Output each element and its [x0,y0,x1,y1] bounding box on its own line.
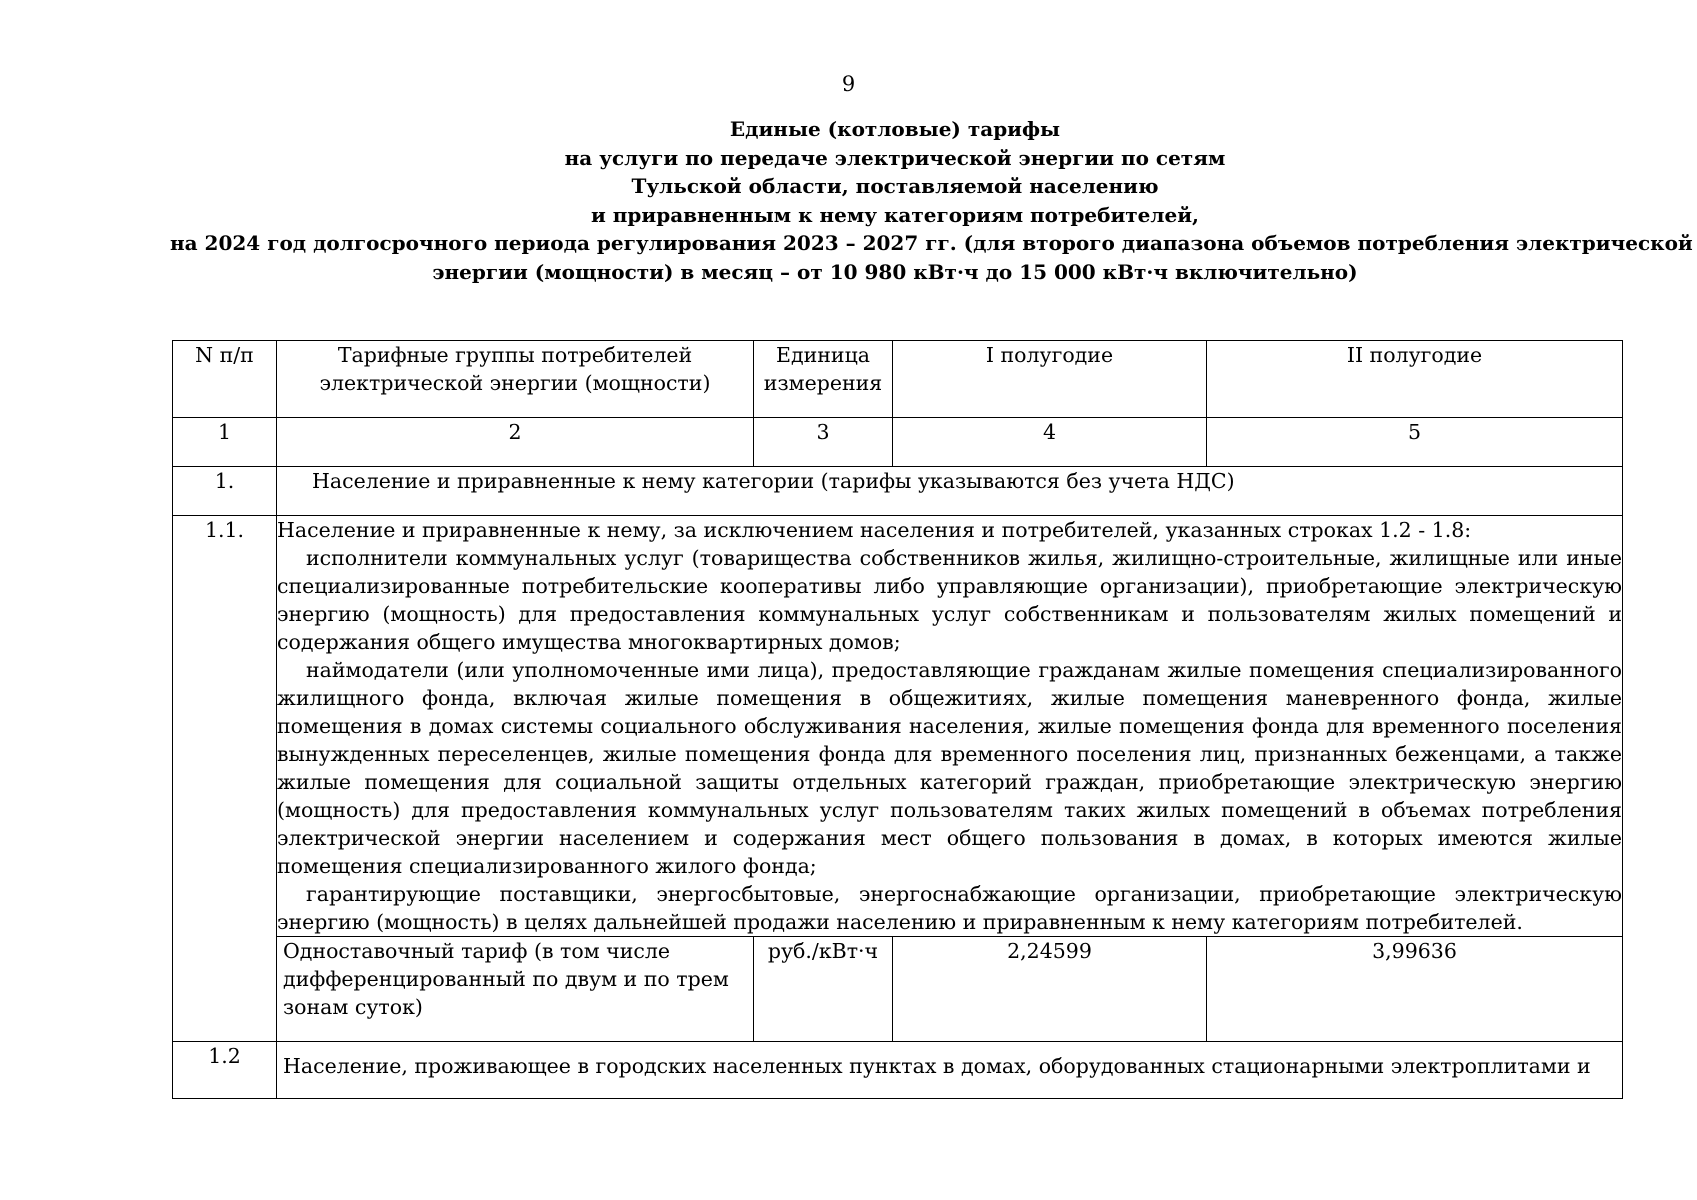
document-title [170,115,1693,286]
table-header-row [173,341,1623,418]
header-consumer-groups: Тарифные группы потребителей электрической энергии (мощности) [277,341,754,418]
description-paragraph: наймодатели (или уполномоченные ими лица), предоставляющие гражданам жилые помещения специализированного жилищного фонда, включая жилые помещения в общежитиях, жилые помещения маневренного фонда, жилые помещения в домах системы социального обслуживания населения, жилые помещения фонда для временного поселения вынужденных переселенцев, жилые помещения фонда для временного поселения лиц, признанных беженцами, а также жилые помещения для социальной защиты отдельных категорий граждан, приобретающие электрическую энергию (мощность) для предоставления коммунальных услуг пользователям таких жилых помещений в объемах потребления электрической энергии населением и содержания мест общего пользования в домах, в которых имеются жилые помещения специализированного жилого фонда; [277,658,1622,878]
title-line: энергии (мощности) в месяц – от 10 980 кВт·ч до 15 000 кВт·ч включительно) [432,259,1358,284]
table-row-1-1-rate [173,937,1623,1042]
tariff-table [172,340,1623,1099]
title-line: Единые (котловые) тарифы [729,117,1061,141]
title-line: на 2024 год долгосрочного периода регулирования 2023 – 2027 гг. (для второго диапазона объемов потребления электрической [170,231,1693,255]
rate-half-2: 3,99636 [1207,937,1623,1042]
column-number: 1 [173,418,277,467]
column-number: 2 [277,418,754,467]
description-paragraph: исполнители коммунальных услуг (товарищества собственников жилья, жилищно-строительные, жилищные или иные специализированные потребительские кооперативы либо управляющие организации), приобретающие электрическую энергию (мощность) для предоставления коммунальных услуг собственникам и пользователям жилых помещений и содержания общего имущества многоквартирных домов; [277,546,1622,654]
table-row-section-1 [173,467,1623,516]
description-paragraph: гарантирующие поставщики, энергосбытовые, энергоснабжающие организации, приобретающие электрическую энергию (мощность) в целях дальнейшей продажи населению и приравненным к нему категориям потребителей. [277,882,1622,934]
table-row-1-2 [173,1042,1623,1099]
row-index: 1. [173,467,277,516]
header-half-2: II полугодие [1207,341,1623,418]
header-index: N п/п [173,341,277,418]
rate-label: Одноставочный тариф (в том числе дифференцированный по двум и по трем зонам суток) [277,937,754,1042]
description-paragraph: Население и приравненные к нему, за исключением населения и потребителей, указанных строках 1.2 - 1.8: [277,518,1472,542]
title-line: на услуги по передаче электрической энергии по сетям [564,145,1226,170]
row-index: 1.2 [173,1042,277,1099]
title-line: Тульской области, поставляемой населению [631,174,1159,198]
row-description [277,516,1623,937]
title-line: и приравненным к нему категориям потребителей, [590,202,1200,227]
column-number: 4 [893,418,1207,467]
table-row-1-1-description [173,516,1623,937]
section-title: Население и приравненные к нему категории (тарифы указываются без учета НДС) [277,467,1623,516]
header-unit: Единица измерения [754,341,893,418]
column-number-row [173,418,1623,467]
page-number: 9 [841,72,856,96]
row-description: Население, проживающее в городских населенных пунктах в домах, оборудованных стационарными электроплитами и [277,1042,1623,1099]
column-number: 5 [1207,418,1623,467]
rate-unit: руб./кВт·ч [754,937,893,1042]
row-index: 1.1. [173,516,277,1042]
rate-half-1: 2,24599 [893,937,1207,1042]
column-number: 3 [754,418,893,467]
header-half-1: I полугодие [893,341,1207,418]
